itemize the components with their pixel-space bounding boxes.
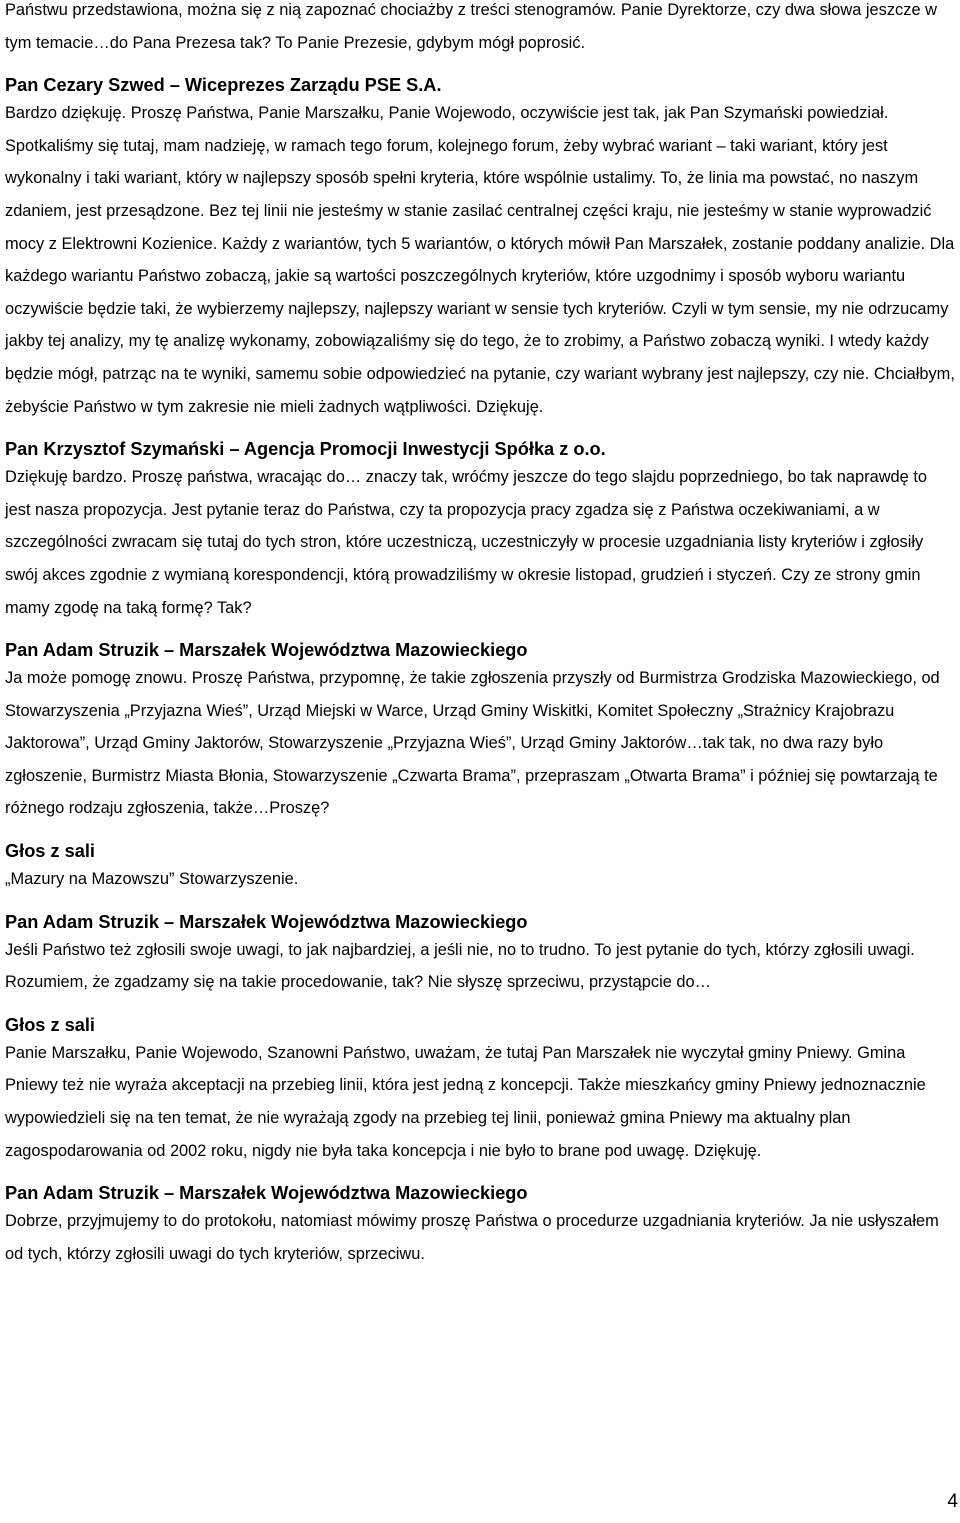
speaker-name: Głos z sali bbox=[5, 841, 95, 862]
speaker-name: Pan Cezary Szwed – Wiceprezes Zarządu PSE S.A. bbox=[5, 75, 442, 96]
speech-text: Jeśli Państwo też zgłosili swoje uwagi, to jak najbardziej, a jeśli nie, no to trudno. To jest pytanie do tych, którzy zgłosili uwagi. Rozumiem, że zgadzamy się na takie procedowanie, tak? Nie słyszę sprzeciwu, przystąpcie do… bbox=[5, 940, 915, 992]
speech-text: Ja może pomogę znowu. Proszę Państwa, przypomnę, że takie zgłoszenia przyszły od Burmistrza Grodziska Mazowieckiego, od Stowarzyszenia „Przyjazna Wieś”, Urząd Miejski w Warce, Urząd Gminy Wiskitki, Komitet Społeczny „Strażnicy Krajobrazu Jaktorowa”, Urząd Gminy Jaktorów, Stowarzyszenie „Przyjazna Wieś”, Urząd Gminy Jaktorów…tak tak, no dwa razy było zgłoszenie, Burmistrz Miasta Błonia, Stowarzyszenie „Czwarta Brama”, przepraszam „Otwarta Brama” i później się powtarzają te różnego rodzaju zgłoszenia, także…Proszę? bbox=[5, 669, 940, 818]
document-page bbox=[5, 0, 957, 1284]
speech-text: Dziękuję bardzo. Proszę państwa, wracając do… znaczy tak, wróćmy jeszcze do tego slajdu poprzedniego, bo tak naprawdę to jest nasza propozycja. Jest pytanie teraz do Państwa, czy ta propozycja pracy zgadza się z Państwa oczekiwaniami, a w szczególności zwracam się tutaj do tych stron, które uczestniczą, uczestniczyły w procesie uzgadniania listy kryteriów i zgłosiły swój akces zgodnie z wymianą korespondencji, którą prowadziliśmy w okresie listopad, grudzień i styczeń. Czy ze strony gmin mamy zgodę na taką formę? Tak? bbox=[5, 468, 927, 617]
speech-text: Panie Marszałku, Panie Wojewodo, Szanowni Państwo, uważam, że tutaj Pan Marszałek nie wyczytał gminy Pniewy. Gmina Pniewy też nie wyraża akceptacji na przebieg linii, która jest jedną z koncepcji. Także mieszkańcy gminy Pniewy jednoznacznie wypowiedzieli się na ten temat, że nie wyrażają zgody na przebieg tej linii, ponieważ gmina Pniewy ma aktualny plan zagospodarowania od 2002 roku, nigdy nie była taka koncepcja i nie było to brane pod uwagę. Dziękuję. bbox=[5, 1043, 926, 1160]
speech-block-6 bbox=[5, 1013, 957, 1167]
speech-text: „Mazury na Mazowszu” Stowarzyszenie. bbox=[5, 870, 299, 889]
intro-paragraph: Państwu przedstawiona, można się z nią zapoznać chociażby z treści stenogramów. Panie Dyrektorze, czy dwa słowa jeszcze w tym temacie…do Pana Prezesa tak? To Panie Prezesie, gdybym mógł poprosić. bbox=[5, 1, 937, 52]
speaker-name: Pan Adam Struzik – Marszałek Województwa Mazowieckiego bbox=[5, 1183, 528, 1204]
page-number: 4 bbox=[947, 1491, 958, 1512]
speech-block-7 bbox=[5, 1181, 957, 1270]
speech-block-5 bbox=[5, 910, 957, 999]
speech-block-2 bbox=[5, 437, 957, 624]
speech-block-1 bbox=[5, 73, 957, 423]
speaker-name: Pan Adam Struzik – Marszałek Województwa Mazowieckiego bbox=[5, 640, 528, 661]
speech-text: Bardzo dziękuję. Proszę Państwa, Panie Marszałku, Panie Wojewodo, oczywiście jest tak, jak Pan Szymański powiedział. Spotkaliśmy się tutaj, mam nadzieję, w ramach tego forum, kolejnego forum, żeby wybrać wariant – taki wariant, który jest wykonalny i taki wariant, który w najlepszy sposób spełni kryteria, które wspólnie ustalimy. To, że linia ma powstać, no naszym zdaniem, jest przesądzone. Bez tej linii nie jesteśmy w stanie zasilać centralnej części kraju, nie jesteśmy w stanie wyprowadzić mocy z Elektrowni Kozienice. Każdy z wariantów, tych 5 wariantów, o których mówił Pan Marszałek, zostanie poddany analizie. Dla każdego wariantu Państwo zobaczą, jakie są wartości poszczególnych kryteriów, które uzgodnimy i sposób wyboru wariantu oczywiście będzie taki, że wybierzemy najlepszy, najlepszy wariant w sensie tych kryteriów. Czyli w tym sensie, my nie odrzucamy jakby tej analizy, my tę analizę wykonamy, zobowiązaliśmy się do tego, że to zrobimy, a Państwo zobaczą wyniki. I wtedy każdy będzie mógł, patrząc na te wyniki, samemu sobie odpowiedzieć na pytanie, czy wariant wybrany jest najlepszy, czy nie. Chciałbym, żebyście Państwo w tym zakresie nie mieli żadnych wątpliwości. Dziękuję. bbox=[5, 104, 955, 416]
speaker-name: Głos z sali bbox=[5, 1014, 95, 1035]
speech-block-3 bbox=[5, 638, 957, 825]
speech-text: Dobrze, przyjmujemy to do protokołu, natomiast mówimy proszę Państwa o procedurze uzgadniania kryteriów. Ja nie usłyszałem od tych, którzy zgłosili uwagi do tych kryteriów, sprzeciwu. bbox=[5, 1212, 939, 1263]
speaker-name: Pan Krzysztof Szymański – Agencja Promocji Inwestycji Spółka z o.o. bbox=[5, 439, 606, 460]
speech-block-4 bbox=[5, 839, 957, 896]
speaker-name: Pan Adam Struzik – Marszałek Województwa Mazowieckiego bbox=[5, 911, 528, 932]
